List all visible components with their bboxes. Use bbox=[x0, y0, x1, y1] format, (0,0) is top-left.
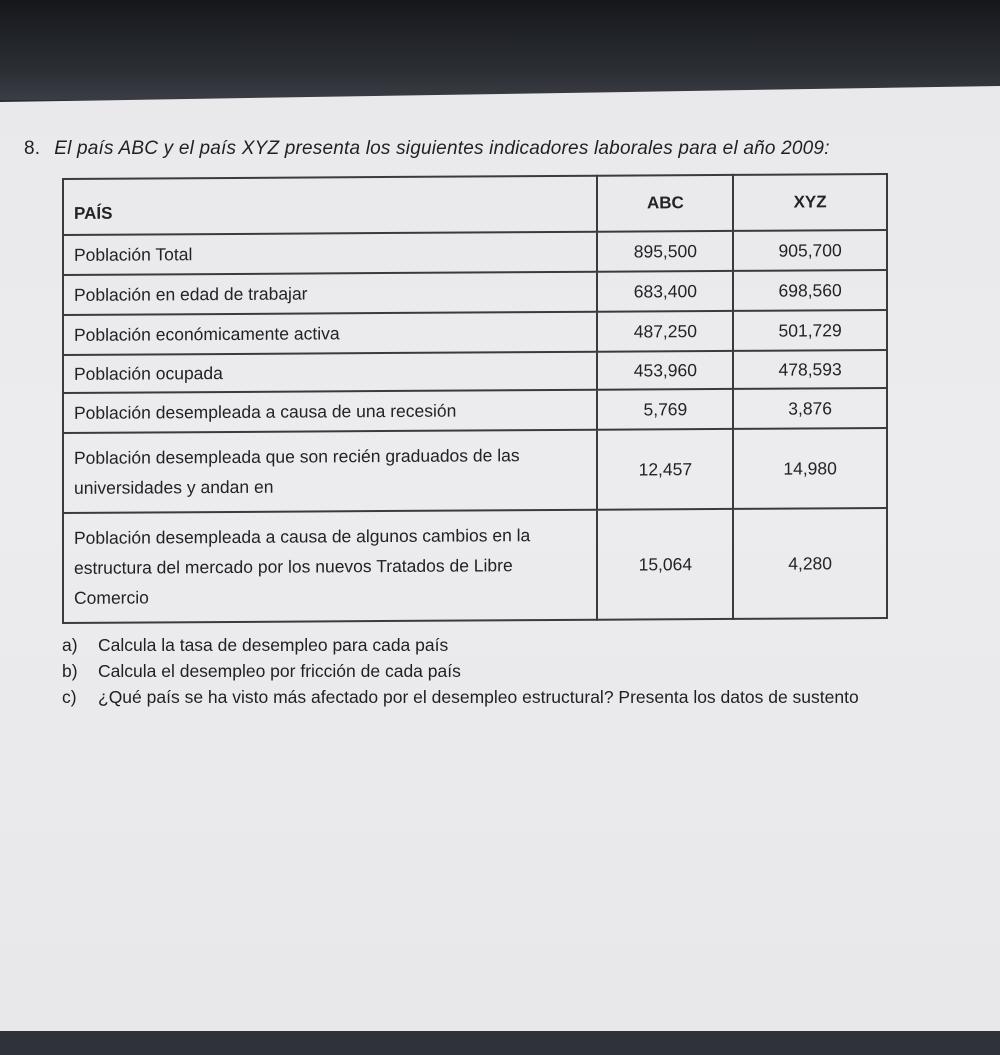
item-text: ¿Qué país se ha visto más afectado por el desempleo estructural? Presenta los datos de sustento bbox=[98, 687, 859, 707]
table-row bbox=[63, 508, 887, 623]
row-label: Población económicamente activa bbox=[63, 312, 597, 355]
abc-value: 487,250 bbox=[597, 311, 733, 352]
item-marker: c) bbox=[62, 687, 77, 707]
table-row bbox=[63, 428, 887, 513]
header-abc: ABC bbox=[597, 175, 733, 232]
xyz-value: 3,876 bbox=[733, 388, 887, 429]
header-xyz: XYZ bbox=[733, 174, 887, 231]
list-item bbox=[62, 684, 878, 710]
table-row bbox=[63, 270, 887, 315]
table-row bbox=[63, 388, 887, 433]
abc-value: 453,960 bbox=[597, 351, 733, 390]
xyz-value: 698,560 bbox=[733, 270, 887, 311]
row-label: Población desempleada que son recién graduados de las universidades y andan en bbox=[63, 430, 597, 513]
table-row bbox=[63, 350, 887, 393]
indicators-table-wrap bbox=[62, 173, 892, 624]
xyz-value: 478,593 bbox=[733, 350, 887, 389]
xyz-value: 501,729 bbox=[733, 310, 887, 351]
row-label: Población desempleada a causa de una recesión bbox=[63, 390, 597, 433]
table-row bbox=[63, 230, 887, 275]
row-label: Población desempleada a causa de algunos cambios en la estructura del mercado por los nuevos Tratados de Libre Comercio bbox=[63, 510, 597, 623]
question-text: El país ABC y el país XYZ presenta los siguientes indicadores laborales para el año 2009: bbox=[54, 138, 830, 159]
abc-value: 12,457 bbox=[597, 429, 733, 510]
list-item bbox=[62, 632, 878, 658]
row-label: Población Total bbox=[63, 232, 597, 275]
abc-value: 895,500 bbox=[597, 231, 733, 272]
xyz-value: 4,280 bbox=[733, 508, 887, 619]
background-top bbox=[0, 0, 1000, 100]
item-marker: a) bbox=[62, 635, 78, 655]
item-marker: b) bbox=[62, 661, 78, 681]
table-row bbox=[63, 310, 887, 355]
xyz-value: 14,980 bbox=[733, 428, 887, 509]
exercise-items bbox=[62, 632, 878, 710]
question-heading bbox=[24, 138, 830, 160]
abc-value: 683,400 bbox=[597, 271, 733, 312]
xyz-value: 905,700 bbox=[733, 230, 887, 271]
item-text: Calcula la tasa de desempleo para cada país bbox=[98, 635, 449, 655]
table-header-row bbox=[63, 174, 887, 235]
item-text: Calcula el desempleo por fricción de cada país bbox=[98, 661, 461, 681]
indicators-table bbox=[62, 173, 888, 624]
abc-value: 5,769 bbox=[597, 389, 733, 430]
abc-value: 15,064 bbox=[597, 509, 733, 620]
question-number: 8. bbox=[24, 138, 41, 159]
row-label: Población ocupada bbox=[63, 352, 597, 393]
row-label: Población en edad de trabajar bbox=[63, 272, 597, 315]
background-bottom bbox=[0, 1031, 1000, 1055]
header-country: PAÍS bbox=[63, 176, 597, 235]
list-item bbox=[62, 658, 878, 684]
